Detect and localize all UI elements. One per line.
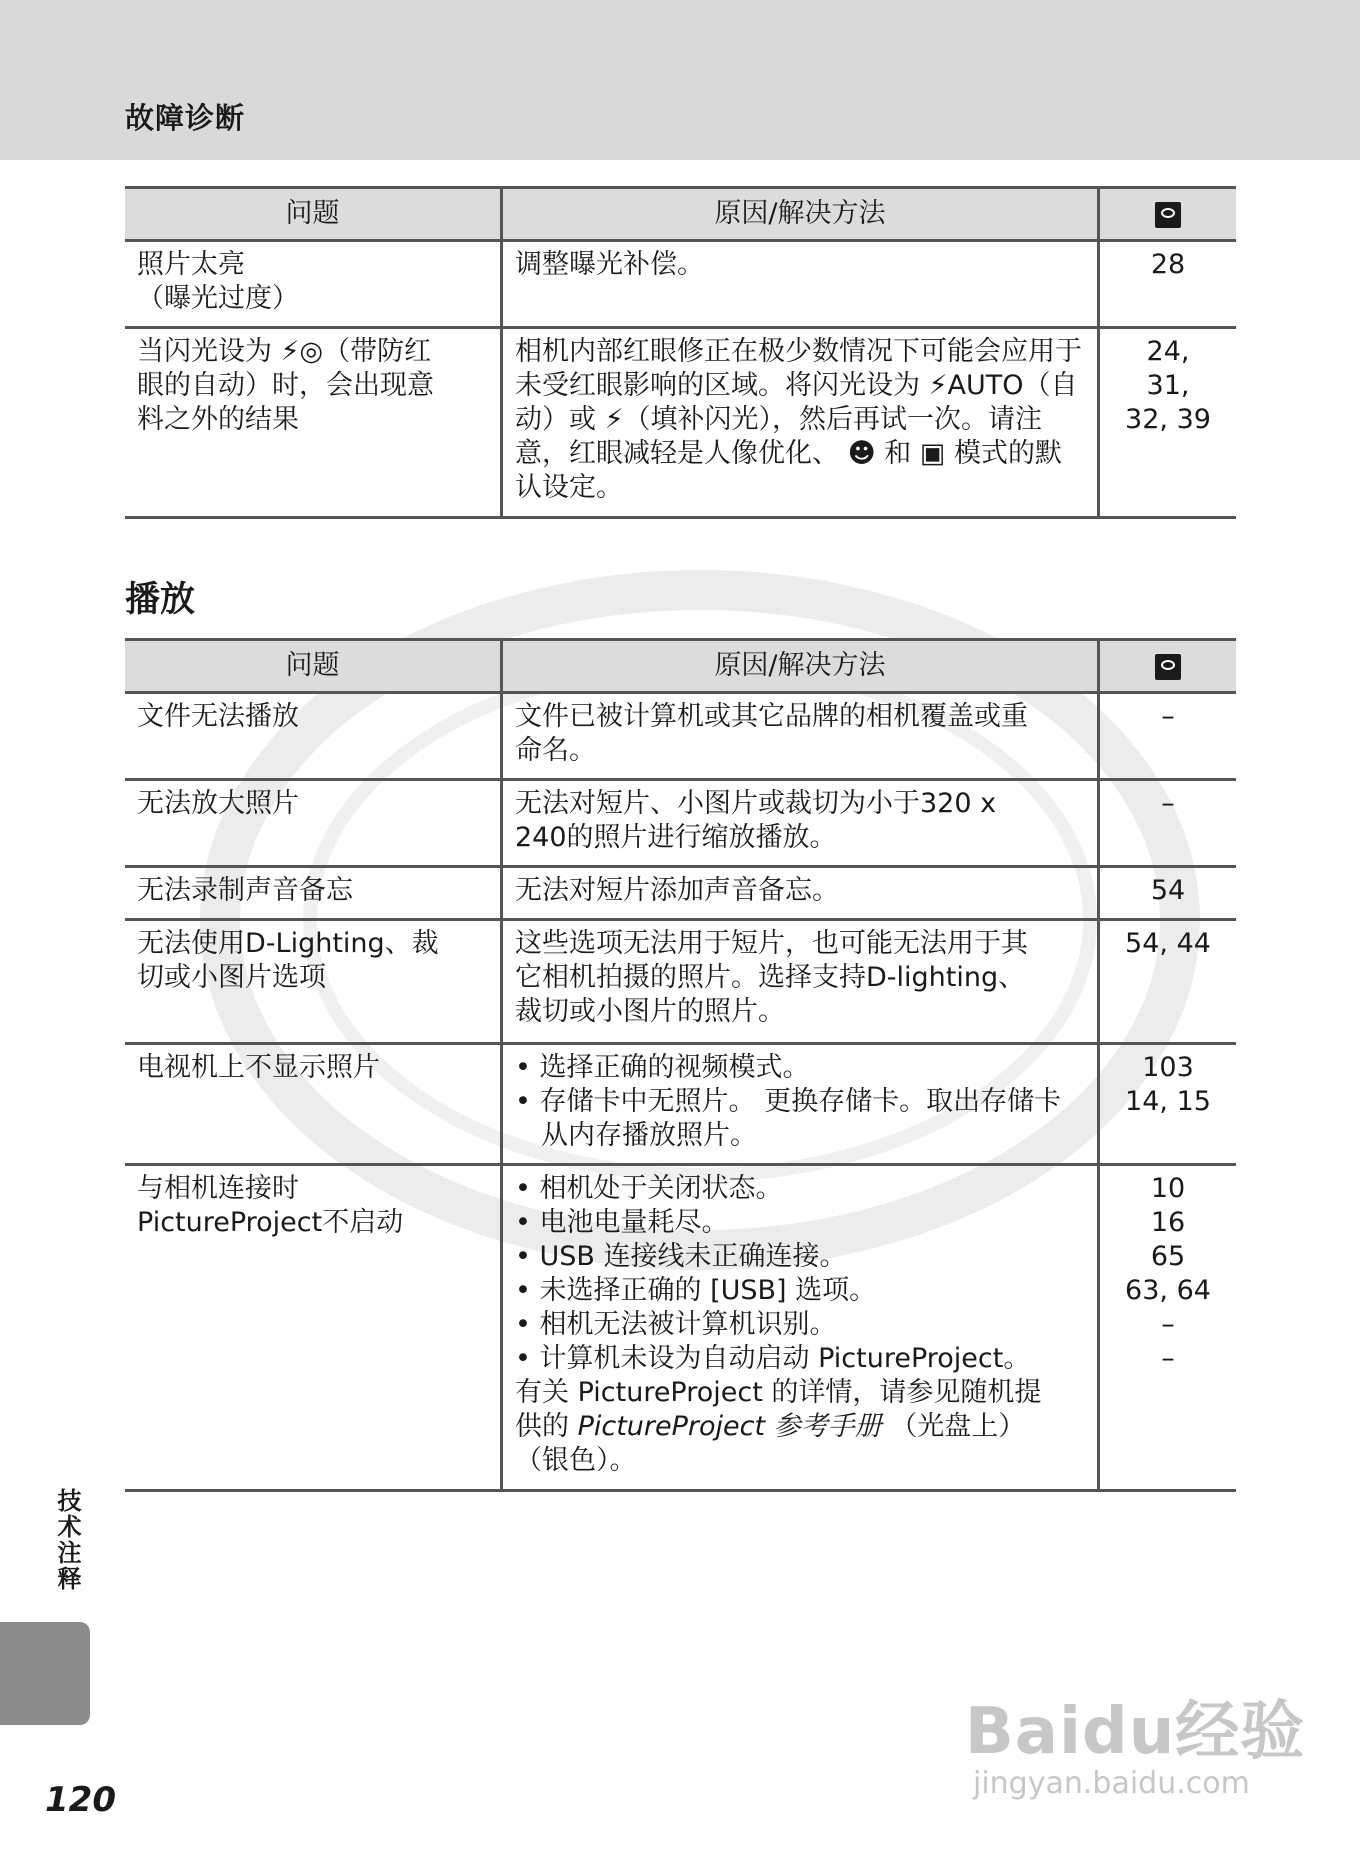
problem-text: 与相机连接时 [137,1173,299,1204]
page-ref: 28 [1150,249,1186,280]
cause-text: 无法对短片、小图片或裁切为小于320 x [515,788,997,819]
table-row [125,780,1236,867]
troubleshooting-table-shooting [125,186,1236,519]
problem-text: 切或小图片选项 [137,962,326,993]
page-ref-cell [1099,1165,1237,1491]
problem-text: 无法放大照片 [137,788,299,819]
troubleshooting-table-playback [125,638,1236,1492]
page-ref: – [1161,1343,1175,1374]
page-ref: 54, 44 [1125,928,1211,959]
page-header-title: 故障诊断 [125,101,246,135]
bullet-item: • 选择正确的视频模式。 [515,1052,810,1083]
page-ref-cell [1099,328,1237,518]
column-header-cause: 原因/解决方法 [502,640,1099,693]
cause-cell [502,920,1099,1044]
page-ref: 63, 64 [1125,1275,1211,1306]
problem-text: PictureProject不启动 [137,1207,404,1238]
column-header-problem: 问题 [125,640,502,693]
bullet-text: 相机处于关闭状态。 [539,1173,783,1204]
cause-cell [502,780,1099,867]
manual-title: PictureProject 参考手册 [577,1411,882,1442]
baidu-logo-text: Baidu经验 [965,1695,1306,1769]
bullet-text: 存储卡中无照片。 更换存储卡。取出存储卡从内存播放照片。 [539,1086,1062,1151]
page-ref: 14, 15 [1125,1086,1211,1117]
note-line [515,1410,1085,1444]
page-ref: 54 [1150,875,1186,906]
problem-cell [125,328,502,518]
bullet-text: 计算机未设为自动启动 PictureProject。 [539,1343,1031,1374]
bullet-item: • USB 连接线未正确连接。 [515,1241,847,1272]
problem-text: （曝光过度） [137,283,299,314]
problem-cell [125,241,502,328]
bullet-text: 未选择正确的 [USB] 选项。 [539,1275,877,1306]
column-header-problem: 问题 [125,188,502,241]
cause-text: 调整曝光补偿。 [515,249,704,280]
reference-page-icon [1155,654,1181,680]
cause-cell [502,867,1099,920]
bullet-item: • 未选择正确的 [USB] 选项。 [515,1275,877,1306]
table-row [125,241,1236,328]
page-number: 120 [45,1780,116,1820]
page-ref: – [1161,788,1175,819]
table-row [125,920,1236,1044]
problem-cell [125,920,502,1044]
page-ref-cell [1099,1044,1237,1165]
bullet-text: 电池电量耗尽。 [539,1207,729,1238]
page-ref: 103 [1142,1052,1194,1083]
page-ref: 31, [1146,370,1190,401]
cause-text: 相机内部红眼修正在极少数情况下可能会应用于未受红眼影响的区域。将闪光设为 ⚡AUTO（自动）或 ⚡（填补闪光），然后再试一次。请注意，红眼减轻是人像优化、 ☻ 和 ▣ 模式的默认设定。 [515,336,1082,503]
bullet-item: • 计算机未设为自动启动 PictureProject。 [515,1343,1031,1374]
problem-text: 电视机上不显示照片 [137,1052,380,1083]
cause-cell [502,1044,1099,1165]
page-ref-cell [1099,693,1237,780]
bullet-text: 选择正确的视频模式。 [539,1052,810,1083]
cause-text: 它相机拍摄的照片。选择支持D-lighting、 [515,962,1026,993]
cause-text: 裁切或小图片的照片。 [515,996,785,1027]
problem-text: 无法使用D-Lighting、裁 [137,928,439,959]
section-title-playback: 播放 [125,580,196,620]
bullet-item: • 相机处于关闭状态。 [515,1173,783,1204]
column-header-page-ref [1099,640,1237,693]
cause-text: 文件已被计算机或其它品牌的相机覆盖或重 [515,701,1028,732]
problem-text: 眼的自动）时，会出现意 [137,370,434,401]
page-ref: 24, [1146,336,1190,367]
problem-cell [125,1044,502,1165]
page-ref: 10 [1150,1173,1186,1204]
page-ref: – [1161,701,1175,732]
cause-text: 这些选项无法用于短片，也可能无法用于其 [515,928,1028,959]
bullet-text: USB 连接线未正确连接。 [539,1241,847,1272]
page-ref: – [1161,1309,1175,1340]
bullet-item: • 相机无法被计算机识别。 [515,1309,837,1340]
table-row [125,867,1236,920]
bullet-item: • 存储卡中无照片。 更换存储卡。取出存储卡从内存播放照片。 [515,1086,1062,1151]
problem-text: 料之外的结果 [137,404,299,435]
table-row [125,693,1236,780]
cause-cell [502,693,1099,780]
problem-text: 当闪光设为 ⚡◎（带防红 [137,336,432,367]
note-text: （光盘上） [890,1411,1026,1442]
table-header-row [125,640,1236,693]
note-text: 供的 [515,1411,569,1442]
baidu-watermark [965,1680,1305,1801]
cause-cell [502,1165,1099,1491]
table-header-row [125,188,1236,241]
side-section-tab [0,1622,90,1725]
note-text: （银色）。 [515,1445,637,1476]
bullet-text: 相机无法被计算机识别。 [539,1309,837,1340]
problem-cell [125,1165,502,1491]
page-ref-cell [1099,920,1237,1044]
cause-text: 无法对短片添加声音备忘。 [515,875,839,906]
cause-cell [502,241,1099,328]
page-ref-cell [1099,867,1237,920]
column-header-cause: 原因/解决方法 [502,188,1099,241]
column-header-page-ref [1099,188,1237,241]
problem-text: 文件无法播放 [137,701,299,732]
page-ref: 16 [1150,1207,1186,1238]
cause-text: 命名。 [515,735,596,766]
problem-cell [125,780,502,867]
note-text: 有关 PictureProject 的详情，请参见随机提 [515,1377,1042,1408]
problem-text: 无法录制声音备忘 [137,875,353,906]
cause-text: 240的照片进行缩放播放。 [515,822,837,853]
page-ref-cell [1099,780,1237,867]
page-ref: 65 [1150,1241,1186,1272]
reference-page-icon [1155,202,1181,228]
page-ref: 32, 39 [1125,404,1211,435]
side-section-label: 技术注释 [53,1488,81,1592]
page-ref-cell [1099,241,1237,328]
table-row [125,328,1236,518]
table-row [125,1044,1236,1165]
table-row [125,1165,1236,1491]
baidu-url-text: jingyan.baidu.com [973,1766,1250,1801]
problem-text: 照片太亮 [137,249,245,280]
cause-cell [502,328,1099,518]
bullet-item: • 电池电量耗尽。 [515,1207,729,1238]
problem-cell [125,867,502,920]
problem-cell [125,693,502,780]
